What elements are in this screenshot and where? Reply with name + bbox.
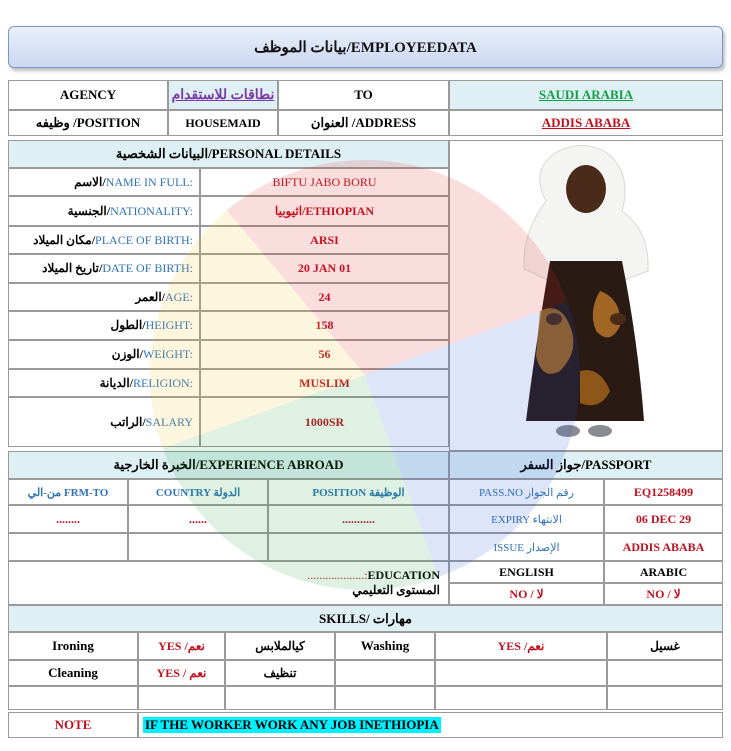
exp-col-country: COUNTRY الدولة [128, 479, 268, 505]
personal-label-ar: الطول/ [110, 318, 146, 332]
passport-issue-label: ISSUE الإصدار [449, 533, 604, 561]
education-line [307, 568, 440, 583]
personal-row-label [8, 168, 200, 196]
personal-row-value: 158 [200, 311, 449, 340]
page-title: بيانات الموظف/EMPLOYEEDATA [8, 26, 723, 68]
to-value: SAUDI ARABIA [449, 80, 723, 110]
personal-label-ar: الاسم/ [74, 174, 106, 189]
personal-row-label [8, 311, 200, 340]
personal-label-ar: العمر/ [135, 289, 165, 304]
skill-ironing-value: YES /نعم [138, 632, 225, 660]
personal-label-en: WEIGHT: [142, 347, 193, 361]
education-arabic: المستوى التعليمي [352, 583, 440, 597]
skill-empty-cell [225, 686, 335, 710]
passport-no-value: EQ1258499 [604, 479, 723, 505]
education-cell [8, 561, 449, 605]
skill-empty-cell [435, 660, 607, 686]
exp-empty-cell [128, 533, 268, 561]
skill-empty-cell [607, 686, 723, 710]
personal-label-ar: الديانة/ [99, 375, 133, 390]
personal-label-en: AGE: [165, 289, 193, 304]
passport-expiry-value: 06 DEC 29 [604, 505, 723, 533]
personal-label-ar: الجنسية/ [67, 203, 111, 218]
skill-ironing-ar: كيالملابس [225, 632, 335, 660]
personal-row-label [8, 196, 200, 226]
personal-row-value: 20 JAN 01 [200, 254, 449, 283]
personal-label-ar: الراتب/ [110, 414, 146, 429]
skills-heading: SKILLS/ مهارات [8, 605, 723, 632]
position-value: HOUSEMAID [168, 110, 278, 136]
exp-period-value: ........ [8, 505, 128, 533]
exp-country-value: ...... [128, 505, 268, 533]
english-value: NO / لا [449, 583, 604, 605]
skill-cleaning-ar: تنظيف [225, 660, 335, 686]
passport-heading: جواز السفر/PASSPORT [449, 451, 723, 479]
personal-row-label [8, 254, 200, 283]
education-label: EDUCATION [367, 568, 440, 582]
address-label: العنوان /ADDRESS [278, 110, 449, 136]
personal-label-ar: تاريخ الميلاد/ [42, 261, 103, 275]
passport-issue-value: ADDIS ABABA [604, 533, 723, 561]
personal-row-label [8, 340, 200, 369]
exp-empty-cell [8, 533, 128, 561]
skill-washing-en: Washing [335, 632, 435, 660]
exp-position-value: ........... [268, 505, 449, 533]
personal-row-value: 1000SR [200, 397, 449, 447]
position-label: وظيفه /POSITION [8, 110, 168, 136]
note-text-cell [138, 712, 723, 738]
skill-empty-cell [335, 686, 435, 710]
note-text: IF THE WORKER WORK ANY JOB INETHIOPIA [145, 717, 439, 732]
personal-label-en: DATE OF BIRTH: [102, 261, 193, 275]
personal-row-label [8, 283, 200, 311]
personal-row-label [8, 226, 200, 254]
person-photo-icon [450, 141, 722, 450]
personal-label-ar: مكان الميلاد/ [33, 232, 96, 247]
personal-label-en: RELIGION: [133, 375, 193, 390]
personal-row-value: 56 [200, 340, 449, 369]
skill-cleaning-value: YES / نعم [138, 660, 225, 686]
skill-washing-ar: غسيل [607, 632, 723, 660]
passport-expiry-label: EXPIRY الانتهاء [449, 505, 604, 533]
exp-empty-cell [268, 533, 449, 561]
personal-row-value: MUSLIM [200, 369, 449, 397]
personal-label-ar: الوزن/ [111, 347, 143, 361]
personal-row-label [8, 397, 200, 447]
personal-row-value: اثيوبيا/ETHIOPIAN [200, 196, 449, 226]
skill-cleaning-en: Cleaning [8, 660, 138, 686]
exp-col-position: POSITION الوظيفة [268, 479, 449, 505]
skill-ironing-en: Ironing [8, 632, 138, 660]
agency-value: نطاقات للاستقدام [168, 80, 278, 110]
exp-col-period: من-الي FRM-TO [8, 479, 128, 505]
personal-details-heading: البيانات الشخصية/PERSONAL DETAILS [8, 140, 449, 168]
skill-empty-cell [607, 660, 723, 686]
passport-no-label: PASS.NO رقم الجواز [449, 479, 604, 505]
skill-empty-cell [138, 686, 225, 710]
personal-label-en: HEIGHT: [145, 318, 193, 332]
personal-label-en: NATIONALITY: [110, 203, 193, 218]
skill-empty-cell [435, 686, 607, 710]
personal-label-en: SALARY [145, 414, 193, 429]
english-label: ENGLISH [449, 561, 604, 583]
skill-empty-cell [8, 686, 138, 710]
skill-washing-value: YES /نعم [435, 632, 607, 660]
personal-label-en: NAME IN FULL: [105, 174, 193, 189]
experience-heading: الخبرة الخارجية/EXPERIENCE ABROAD [8, 451, 449, 479]
employee-photo [449, 140, 723, 451]
arabic-label: ARABIC [604, 561, 723, 583]
address-value: ADDIS ABABA [449, 110, 723, 136]
personal-row-value: ARSI [200, 226, 449, 254]
to-label: TO [278, 80, 449, 110]
arabic-value: NO / لا [604, 583, 723, 605]
personal-label-en: PLACE OF BIRTH: [95, 232, 193, 247]
education-dots: ...................: [307, 568, 368, 582]
personal-row-value: BIFTU JABO BORU [200, 168, 449, 196]
personal-row-label [8, 369, 200, 397]
personal-row-value: 24 [200, 283, 449, 311]
skill-empty-cell [335, 660, 435, 686]
agency-label: AGENCY [8, 80, 168, 110]
note-label: NOTE [8, 712, 138, 738]
